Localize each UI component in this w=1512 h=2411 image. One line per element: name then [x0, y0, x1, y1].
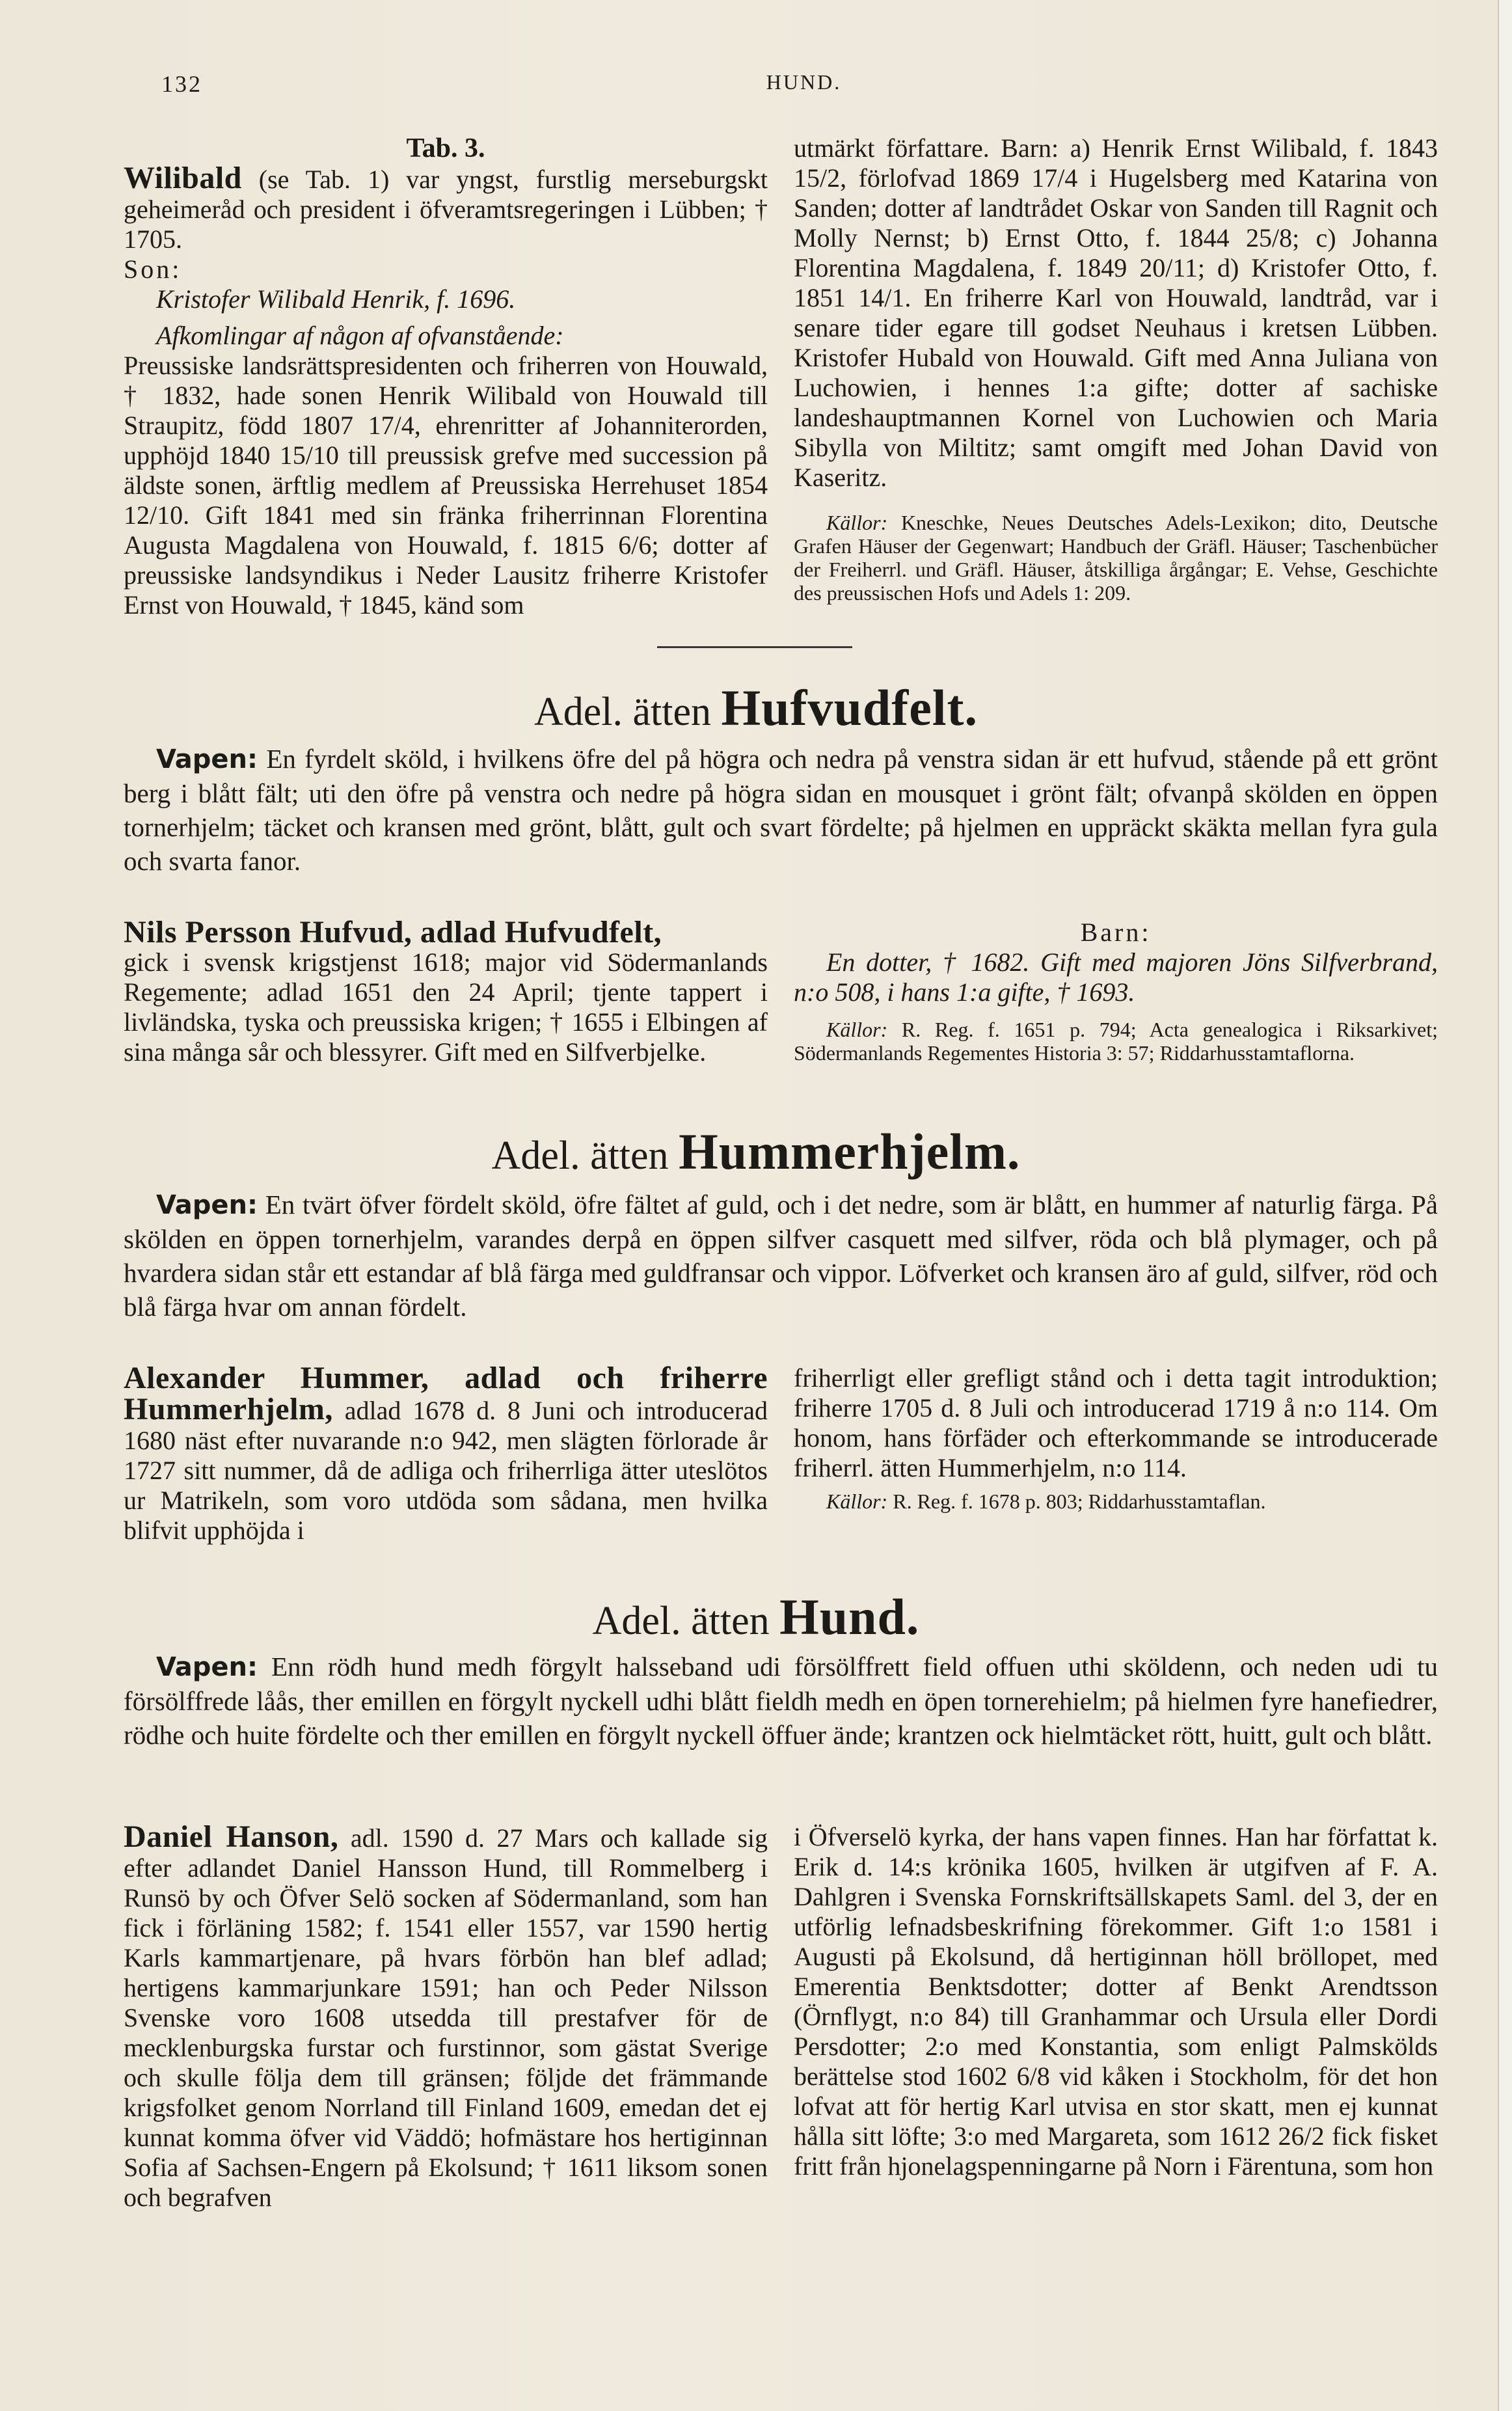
vapen-label: Vapen: [156, 744, 258, 774]
son-label: Son: [124, 254, 182, 284]
page-number: 132 [161, 71, 202, 97]
barn-label: Barn: [1080, 918, 1152, 947]
page-edge [1498, 0, 1512, 2411]
wilibald-text: (se Tab. 1) var yngst, furstlig merseburgskt geheimeråd och president i öfveramtsregeringen i Lübben; † 1705. [124, 165, 768, 254]
son-name: Kristofer Wilibald Henrik, f. 1696. [156, 284, 516, 314]
person-name-daniel: Daniel Hanson, [124, 1819, 339, 1854]
heading-prefix: Adel. ätten [491, 1134, 669, 1178]
family-name: Hufvudfelt. [721, 679, 979, 736]
section-heading-hund [0, 1588, 1512, 1647]
vapen-label: Vapen: [156, 1652, 258, 1682]
vapen-text: En tvärt öfver fördelt sköld, öfre fältet af guld, och i det nedre, som är blått, en hummer af naturlig färga. På skölden en öppen tornerhjelm, varandes derpå en öppen silfver casquett med silfver, röda och blå plymager, och på hvardera sidan står ett estandar af blå färga med guldfransar och vippor. Löfverket och kransen äro af guld, silfver, röd och blå färga hvar om annan fördelt. [124, 1190, 1438, 1322]
vapen-text: En fyrdelt sköld, i hvilkens öfre del på högra och nedra på venstra sidan är ett hufvud, stående på ett grönt berg i blått fält; uti den öfre på venstra och nedre på högra sidan en mousquet i grönt fält; ofvanpå skölden en öppen tornerhjelm; täcket och kransen med grönt, blått, gult och svart fördelte; på hjelmen en uppräckt skäkta mellan fyra gula och svarta fanor. [124, 744, 1438, 876]
daniel-text: adl. 1590 d. 27 Mars och kallade sig efter adlandet Daniel Hansson Hund, till Rommelberg i Runsö by och Öfver Selö socken af Södermanland, som han fick i förläning 1582; f. 1541 eller 1557, var 1590 hertig Karls kammartjenare, på hvars förbön han blef adlad; hertigens kammarjunkare 1591; han och Peder Nilsson Svenske voro 1608 utsedda till prestafver för de mecklenburgska furstar och furstinnor, som gästat Sverige och skulle följa dem till gränsen; följde det främmande krigsfolket genom Norrland till Finland 1609, emedan det ej kunnat komma öfver vid Väddö; hofmästare hos hertiginnan Sofia af Sachsen-Engern på Ekolsund; † 1611 liksom sonen och begrafven [124, 1823, 768, 2212]
section-heading-hummerhjelm [0, 1123, 1512, 1182]
vapen-label: Vapen: [156, 1190, 258, 1220]
hufvudfelt-right-column [794, 918, 1438, 1065]
top-right-column [794, 133, 1438, 605]
alexander-continued: friherrligt eller grefligt stånd och i detta tagit introduktion; friherre 1705 d. 8 Juli och introducerad 1719 å n:o 114. Om honom, hans förfäder och efterkommande se introducerade friherrl. ätten Hummerhjelm, n:o 114. [794, 1363, 1438, 1482]
sources-label: Källor: [826, 1490, 888, 1513]
daniel-continued: i Öfverselö kyrka, der hans vapen finnes. Han har författat k. Erik d. 14:s krönika 1605, hvilken är utgifven af F. A. Dahlgren i Svenska Fornskriftsällskapets Saml. del 3, der en utförlig lefnadsbeskrifning förekommer. Gift 1:o 1581 i Augusti på Ekolsund, då hertiginnan höll bröllopet, med Emerentia Benktsdotter; dotter af Benkt Arendtsson (Örnflygt, n:o 84) till Granhammar och Ursula eller Dordi Persdotter; 2:o med Konstantia, som enligt Palmskölds berättelse stod 1602 6/8 vid kåken i Stockholm, för det hon lofvat att för hertig Karl utvisa en stor skatt, men ej kunnat hålla sitt löfte; 3:o med Margareta, som 1612 26/2 fick fisket fritt från hjonelagspenningarne på Norn i Färentuna, som hon [794, 1822, 1438, 2181]
sources-text: Kneschke, Neues Deutsches Adels-Lexikon; dito, Deutsche Grafen Häuser der Gegenwart; Handbuch der Gräfl. Häuser; Taschenbücher der Freiherrl. und Gräfl. Häuser, åtskilliga årgångar; E. Vehse, Geschichte des preussischen Hofs und Adels 1: 209. [794, 511, 1438, 605]
hund-right-column [794, 1822, 1438, 2181]
family-name: Hund. [779, 1588, 920, 1645]
descendants-heading: Afkomlingar af någon af ofvanstående: [156, 321, 564, 350]
section-heading-hufvudfelt [0, 679, 1512, 738]
children-text: En dotter, † 1682. Gift med majoren Jöns Silfverbrand, n:o 508, i hans 1:a gifte, † 1693. [794, 947, 1438, 1007]
houwald-text: Preussiske landsrättspresidenten och friherren von Houwald, † 1832, hade sonen Henrik Wilibald von Houwald till Straupitz, född 1807 17/4, ehrenritter af Johanniterorden, upphöjd 1840 15/10 till preussisk grefve med succession på äldste sonen, ärftlig medlem af Preussiska Herrehuset 1854 12/10. Gift 1841 med sin fränka friherrinnan Florentina Augusta Magdalena von Houwald, f. 1815 6/6; dotter af preussiske landsyndikus i Neder Lausitz friherre Kristofer Ernst von Houwald, † 1845, känd som [124, 351, 768, 620]
sources-label: Källor: [826, 511, 888, 534]
hummerhjelm-left-column [124, 1363, 768, 1546]
person-name-wilibald: Wilibald [124, 161, 242, 195]
hummerhjelm-right-column [794, 1363, 1438, 1513]
vapen-text: Enn rödh hund medh förgylt halsseband udi försölffrett field offuen uthi sköldenn, och neden udi tu försölffrede låås, ther emillen en förgylt nyckell udhi blått fieldh medh en öpen tornerehielm; på hielmen fyre hanefiedrer, rödhe och huite fördelte och ther emillen en förgylt nyckell öffuer ände; krantzen ock hielmtäcket rött, huitt, gult och blått. [124, 1652, 1438, 1750]
vapen-hund [124, 1650, 1438, 1752]
tab-heading: Tab. 3. [406, 133, 485, 163]
hund-left-column [124, 1819, 768, 2213]
nils-text: gick i svensk krigstjenst 1618; major vid Södermanlands Regemente; adlad 1651 den 24 April; tjente tappert i livländska, tyska och preussiska krigen; † 1655 i Elbingen af sina många sår och blessyrer. Gift med en Silfverbjelke. [124, 947, 768, 1067]
heading-prefix: Adel. ätten [592, 1599, 770, 1643]
person-name-nils: Nils Persson Hufvud, adlad Hufvudfelt, [124, 915, 662, 949]
section-rule [657, 646, 852, 648]
houwald-continued: utmärkt författare. Barn: a) Henrik Ernst Wilibald, f. 1843 15/2, förlofvad 1869 17/4 i Hugelsberg med Katarina von Sanden; dotter af landtrådet Oskar von Sanden till Ragnit och Molly Nernst; b) Ernst Otto, f. 1844 25/8; c) Johanna Florentina Magdalena, f. 1849 20/11; d) Kristofer Otto, f. 1851 14/1. En friherre Karl von Houwald, landtråd, var i senare tider egare till godset Neuhaus i kretsen Lübben. Kristofer Hubald von Houwald. Gift med Anna Juliana von Luchowien, i hennes 1:a gifte; dotter af sachiske landeshauptmannen Kornel von Luchowien och Maria Sibylla von Miltitz; samt omgift med Johan David von Kaseritz. [794, 133, 1438, 492]
person-name-alexander: Alexander Hummer, adlad och friherre Hummerhjelm, [124, 1361, 768, 1426]
running-head: HUND. [766, 70, 842, 94]
alexander-text: adlad 1678 d. 8 Juni och introducerad 1680 näst efter nuvarande n:o 942, men slägten förlorade år 1727 sitt nummer, då de adliga och friherrliga ätter uteslötos ur Matrikeln, som voro utdöda som sådana, men hvilka blifvit upphöjda i [124, 1396, 768, 1545]
sources-label: Källor: [826, 1018, 888, 1041]
top-left-column [124, 133, 768, 620]
vapen-hummerhjelm [124, 1188, 1438, 1324]
hufvudfelt-left-column [124, 915, 768, 1067]
heading-prefix: Adel. ätten [533, 690, 711, 734]
page-header [161, 70, 1446, 103]
sources-text: R. Reg. f. 1651 p. 794; Acta genealogica i Riksarkivet; Södermanlands Regementes Historia 3: 57; Riddarhusstamtaflorna. [794, 1018, 1438, 1065]
family-name: Hummerhjelm. [679, 1123, 1021, 1180]
sources-text: R. Reg. f. 1678 p. 803; Riddarhusstamtaflan. [893, 1490, 1266, 1513]
vapen-hufvudfelt [124, 742, 1438, 878]
